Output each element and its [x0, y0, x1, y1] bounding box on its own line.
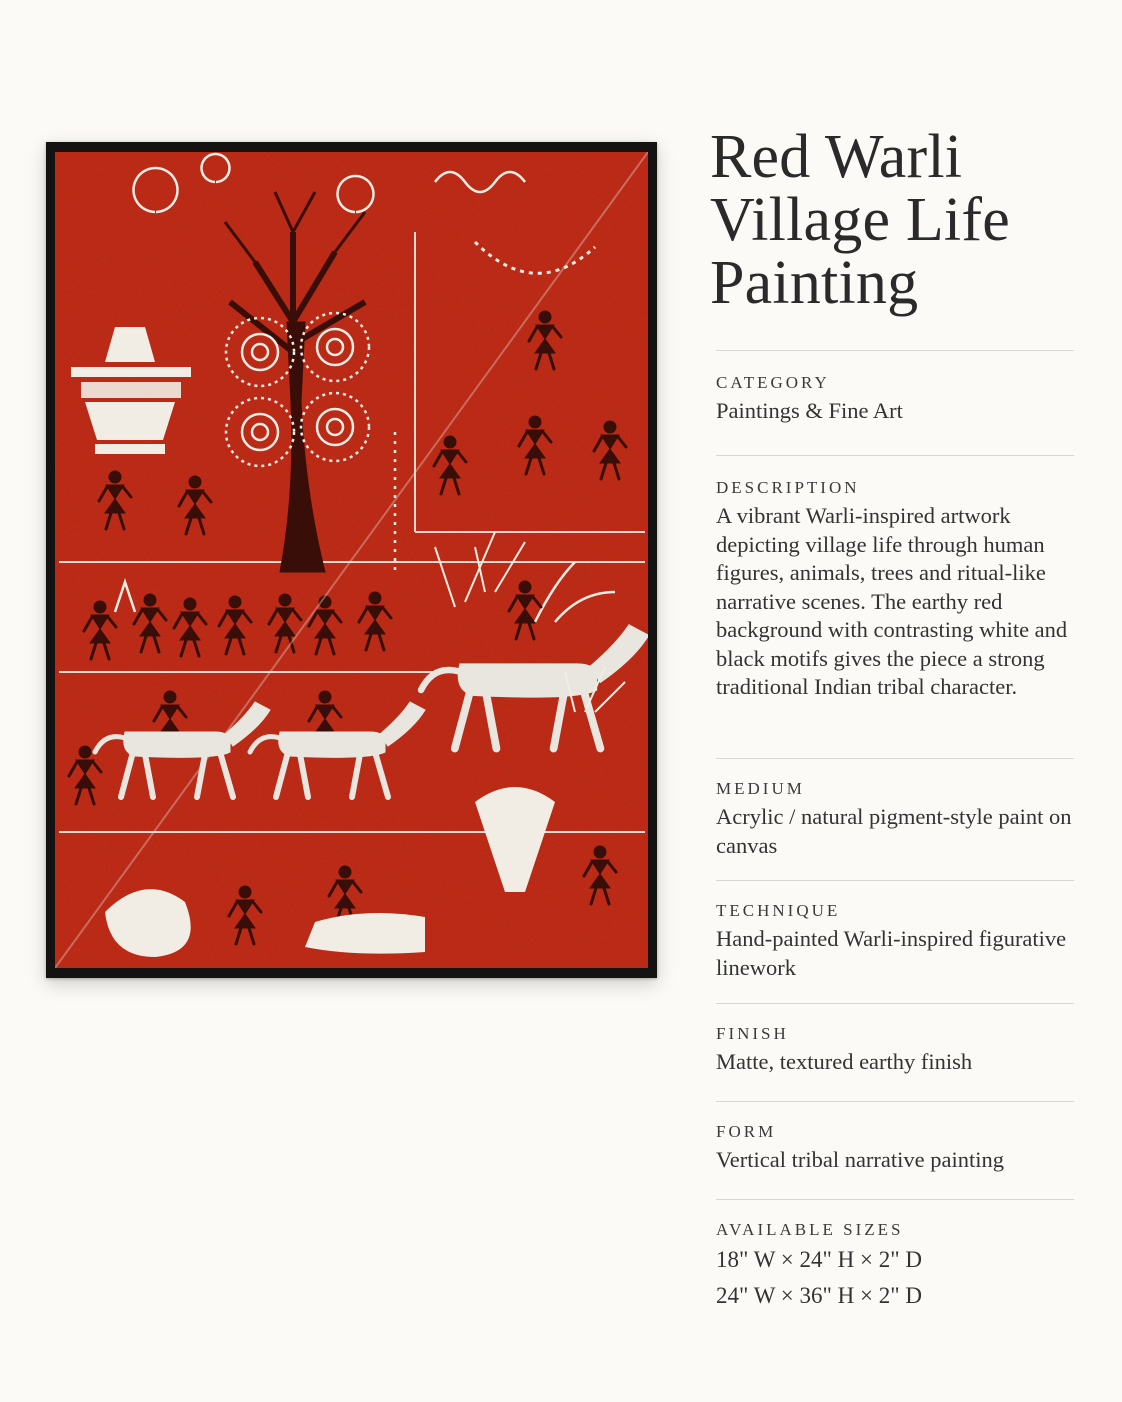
size-list: [716, 1242, 1074, 1314]
title-line: Painting: [710, 249, 919, 317]
spec-label: AVAILABLE SIZES: [716, 1220, 904, 1239]
spec-label: MEDIUM: [716, 779, 805, 798]
spec-value: A vibrant Warli-inspired artwork depicting village life through human figures, animals, trees and ritual-like narrative scenes. The earthy red background with contrasting white and black motifs gives the piece a strong traditional Indian tribal character.: [716, 503, 1068, 699]
spec-value: Paintings & Fine Art: [716, 398, 903, 423]
spec-form: [716, 1101, 1074, 1199]
painting-frame: [46, 142, 657, 978]
spec-value: Matte, textured earthy finish: [716, 1049, 973, 1074]
spec-sizes: [716, 1199, 1074, 1320]
size-option: 18" W × 24" H × 2" D: [716, 1247, 922, 1272]
spec-category: [716, 350, 1074, 455]
product-info: [710, 123, 1074, 1308]
spec-medium: [716, 758, 1074, 880]
spec-value: Hand-painted Warli-inspired figurative linework: [716, 926, 1067, 980]
painting-image: [55, 152, 648, 968]
spec-finish: [716, 1003, 1074, 1101]
spec-value: Acrylic / natural pigment-style paint on canvas: [716, 804, 1072, 858]
spec-label: FINISH: [716, 1024, 789, 1043]
title-line: Red Warli: [710, 123, 963, 191]
spec-label: DESCRIPTION: [716, 478, 860, 497]
spec-label: CATEGORY: [716, 373, 830, 392]
spec-list: [716, 350, 1074, 1320]
spec-label: TECHNIQUE: [716, 901, 841, 920]
title-line: Village Life: [710, 186, 1010, 254]
spec-description: [716, 455, 1074, 758]
size-option: 24" W × 36" H × 2" D: [716, 1283, 922, 1308]
spec-value: Vertical tribal narrative painting: [716, 1147, 1005, 1172]
spec-technique: [716, 880, 1074, 1003]
product-title: [710, 123, 1074, 317]
spec-label: FORM: [716, 1122, 777, 1141]
